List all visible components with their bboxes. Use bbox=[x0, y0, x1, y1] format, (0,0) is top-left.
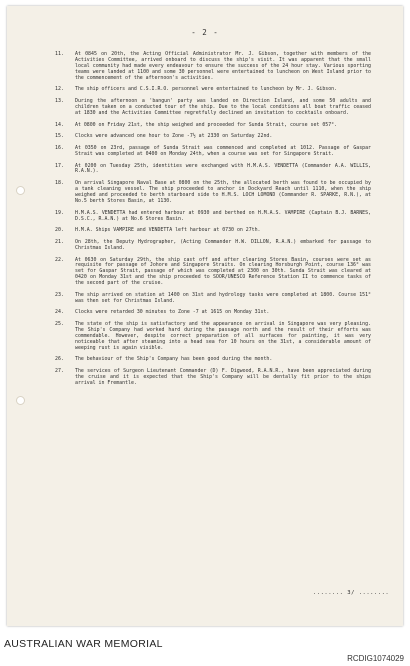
paragraph-text: The behaviour of the Ship's Company has been good during the month. bbox=[75, 356, 273, 363]
paragraph bbox=[55, 99, 371, 117]
paragraph-number: 18. bbox=[55, 180, 64, 187]
paragraph-number: 27. bbox=[55, 368, 64, 375]
paragraph bbox=[55, 211, 371, 223]
paragraph bbox=[55, 181, 371, 205]
paragraph bbox=[55, 134, 371, 140]
paragraph bbox=[55, 123, 371, 129]
paragraph-text: On arrival Singapore Naval Base at 0800 on the 25th, the allocated berth was found to be occupied by a tank cleaning vessel. The ship proceeded to anchor in Dockyard Reach until 1110, when the ship weighed and proceeded to berth starboard side to H.M.S. LOCH LOMOND (Commander R. SPARKE, R.N.), at No.5 berth Stores Basin, at 1130. bbox=[75, 180, 371, 204]
paragraph-number: 12. bbox=[55, 86, 64, 93]
paragraph bbox=[55, 146, 371, 158]
paragraph bbox=[55, 164, 371, 176]
paragraph-number: 19. bbox=[55, 209, 64, 216]
paragraph bbox=[55, 240, 371, 252]
paragraph-text: At 0200 on Tuesday 25th, identities were exchanged with H.M.A.S. VENDETTA (Commander A.A. WILLIS, R.A.N.). bbox=[75, 162, 371, 175]
paragraph bbox=[55, 258, 371, 288]
paragraph-text: At 0800 on Friday 21st, the ship weighed and proceeded for Sunda Strait, course set 057°. bbox=[75, 121, 338, 128]
continuation-marker: ........ 3/ ........ bbox=[313, 590, 390, 596]
report-body bbox=[55, 52, 371, 393]
page-number: - 2 - bbox=[191, 28, 219, 37]
paragraph-number: 15. bbox=[55, 133, 64, 140]
paragraph bbox=[55, 369, 371, 387]
paragraph-text: At 0350 on 23rd, passage of Sunda Strait was commenced and completed at 1012. Passage of Gaspar Strait was completed at 0400 on Monday 24th, when a course was set for Singapore Strait. bbox=[75, 144, 371, 157]
paragraph-text: Clocks were retarded 30 minutes to Zone -7 at 1615 on Monday 31st. bbox=[75, 309, 270, 316]
paragraph-text: H.M.A.S. VENDETTA had entered harbour at 0930 and berthed on H.M.A.S. VAMPIRE (Captain B.J. BARNES, D.S.C., R.A.N.) at No.6 Stores Basin. bbox=[75, 209, 371, 222]
paragraph-text: Clocks were advanced one hour to Zone -7½ at 2330 on Saturday 22nd. bbox=[75, 133, 273, 140]
paragraph-number: 14. bbox=[55, 121, 64, 128]
paragraph-number: 20. bbox=[55, 227, 64, 234]
paragraph-text: On 28th, the Deputy Hydrographer, (Acting Commander H.W. DILLON, R.A.N.) embarked for passage to Christmas Island. bbox=[75, 238, 371, 251]
paragraph bbox=[55, 310, 371, 316]
punch-hole bbox=[16, 186, 25, 195]
paragraph bbox=[55, 322, 371, 352]
archive-footer bbox=[0, 634, 410, 666]
paragraph bbox=[55, 357, 371, 363]
paragraph-text: The state of the ship is satisfactory and the appearance on arrival in Singapore was very pleasing. The Ship's Company had worked hard during the passage north and the result of their efforts was commendable. However, despite correct preparation of all surfaces for painting, it was very noticeable that after steaming into a head sea for 10 hours on the 31st, a considerable amount of weeping rust is again visible. bbox=[75, 321, 371, 351]
paragraph-text: The services of Surgeon Lieutenant Commander (D) F. Digwood, R.A.N.R., have been appreciated during the cruise and it is expected that the Ship's Company will be dentally fit prior to the ships arrival in Fremantle. bbox=[75, 368, 371, 386]
paragraph-text: The ship arrived on station at 1400 on 31st and hydrology tasks were completed at 1800. Course 151° was then set for Christmas Island. bbox=[75, 291, 371, 304]
paragraph-number: 21. bbox=[55, 238, 64, 245]
paragraph-number: 23. bbox=[55, 291, 64, 298]
paragraph-number: 22. bbox=[55, 256, 64, 263]
paragraph bbox=[55, 87, 371, 93]
paragraph-number: 17. bbox=[55, 162, 64, 169]
paragraph-text: The ship officers and C.S.I.R.O. personnel were entertained to luncheon by Mr. J. Gibson. bbox=[75, 86, 338, 93]
paragraph bbox=[55, 52, 371, 82]
paragraph-number: 24. bbox=[55, 309, 64, 316]
paragraph-text: At 0630 on Saturday 29th, the ship cast off and after clearing Stores Basin, courses were set as requisite for passage of Johore and Singapore Straits. On clearing Horsburgh Point, course 136° was set for Gaspar Strait, passage of which was completed at 2300 on 30th. Sunda Strait was cleared at 0420 on Monday 31st and the ship proceeded to SOOR/UNESCO Reference Station II to commence tasks of the second part of the cruise. bbox=[75, 256, 371, 287]
document-page bbox=[7, 6, 403, 626]
paragraph bbox=[55, 228, 371, 234]
paragraph-number: 26. bbox=[55, 356, 64, 363]
paragraph-text: During the afternoon a 'bangun' party was landed on Direction Island, and some 50 adults and children taken on a conducted tour of the ship. Due to the local conditions all boat traffic ceased at 1830 and the Activities Committee regretfully declined an invitation to cocktails onboard. bbox=[75, 98, 371, 116]
paragraph-number: 13. bbox=[55, 98, 64, 105]
paragraph-number: 25. bbox=[55, 321, 64, 328]
punch-hole bbox=[16, 396, 25, 405]
archive-reference: RCDIG1074029 bbox=[347, 654, 404, 663]
paragraph-text: At 0845 on 20th, the Acting Official Administrator Mr. J. Gibson, together with members of the Activities Committee, arrived onboard to discuss the ship's visit. It was apparent that the small local community had made every endeavour to ensure the success of the 24 hour stay. Various sporting teams were landed at 1100 and some 30 personnel were entertained to luncheon on West Island prior to the commencement of the afternoon's activities. bbox=[75, 51, 371, 81]
archive-credit: AUSTRALIAN WAR MEMORIAL bbox=[4, 638, 163, 650]
paragraph-text: H.M.A. Ships VAMPIRE and VENDETTA left harbour at 0730 on 27th. bbox=[75, 227, 261, 234]
paragraph-number: 16. bbox=[55, 144, 64, 151]
paragraph-number: 11. bbox=[55, 51, 64, 57]
paragraph bbox=[55, 293, 371, 305]
